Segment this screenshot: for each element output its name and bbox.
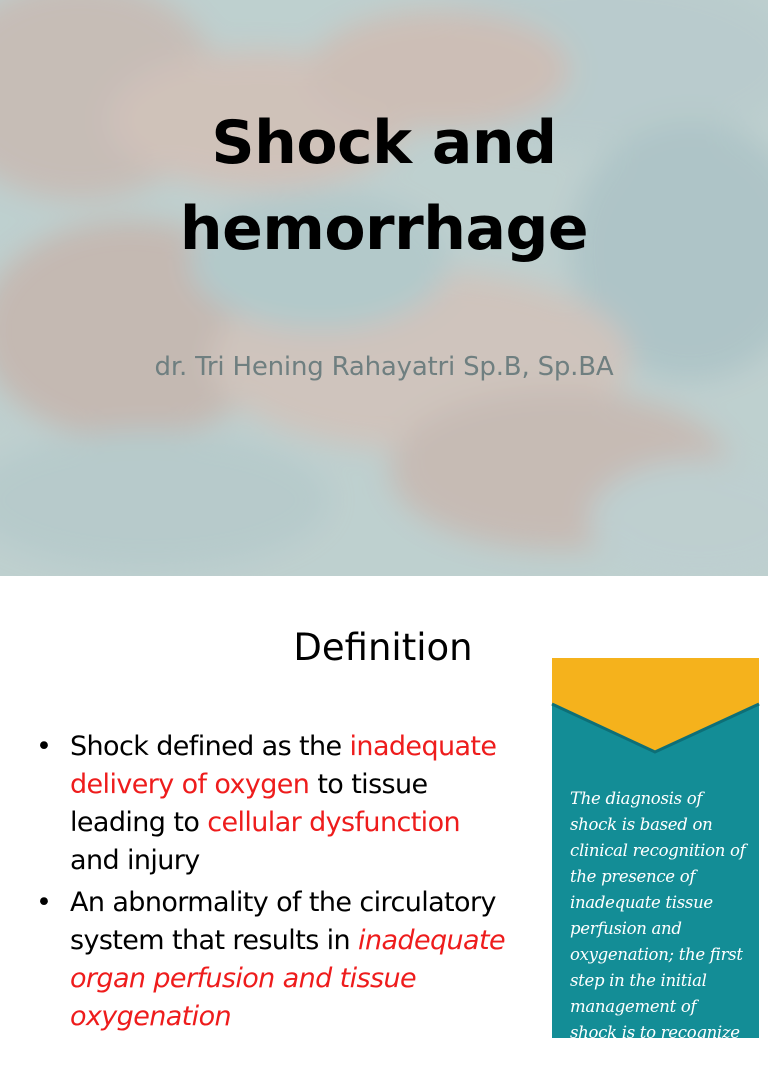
definition-slide [0,576,768,1068]
bullet-dot: • [36,887,52,918]
callout-text: The diagnosis of shock is based on clinical recognition of the presence of inadequate tissue perfusion and oxygenation; the first step in the initial management of shock is to recognize its [570,789,746,1068]
chevron-banner [552,658,759,752]
bullet-text: Shock defined as the [70,731,342,762]
bullet-dot: • [36,731,52,762]
highlight-text: inadequate delivery of oxygen [70,731,497,800]
list-item [36,884,516,1036]
highlight-text: cellular dysfunction [207,807,461,838]
slide-title-line-1: Shock and [211,108,557,178]
callout-panel [552,658,759,1068]
bullet-list [36,728,516,1040]
bullet-text: and injury [70,845,200,876]
list-item [36,728,516,880]
author-subtitle: dr. Tri Hening Rahayatri Sp.B, Sp.BA [154,352,614,382]
bullet-text: to tissue leading to [70,769,428,838]
highlight-text: inadequate organ perfusion and tissue oxygenation [70,925,505,1032]
slide-title-line-2: hemorrhage [179,194,589,264]
definition-heading: Definition [293,626,473,669]
bullet-text: An abnormality of the circulatory system that results in [70,887,496,956]
slide-title [0,100,768,272]
